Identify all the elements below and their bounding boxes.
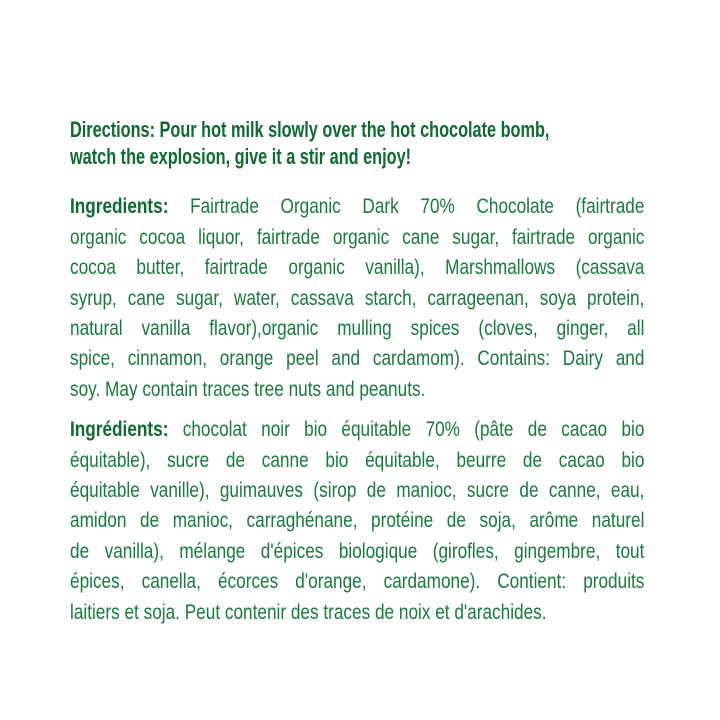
ingredients-line: cocoa butter, fairtrade organic vanilla), Marshmallows (cassava [70, 255, 645, 279]
ingredients-line: épices, canella, écorces d'orange, cardamone). Contient: produits [70, 569, 645, 593]
ingredients-line: amidon de manioc, carraghénane, protéine de soja, arôme naturel [70, 508, 645, 532]
ingredients-line [70, 414, 644, 444]
ingredients-line: syrup, cane sugar, water, cassava starch, carrageenan, soya protein, [70, 286, 645, 310]
ingredients-line: laitiers et soja. Peut contenir des traces de noix et d'arachides. [70, 600, 547, 624]
ingredients-line: équitable), sucre de canne bio équitable, beurre de cacao bio [70, 448, 645, 472]
ingredients-text: Fairtrade Organic Dark 70% Chocolate (fairtrade [190, 194, 645, 218]
ingredients-line [70, 191, 644, 221]
ingredients-text: chocolat noir bio équitable 70% (pâte de cacao bio [182, 417, 645, 441]
ingredients-line: équitable vanille), guimauves (sirop de manioc, sucre de canne, eau, [70, 478, 645, 502]
directions-line: Directions: Pour hot milk slowly over the hot chocolate bomb, [70, 117, 550, 142]
ingredients-label: Ingredients: [70, 194, 169, 218]
ingredients-label: Ingrédients: [70, 417, 169, 441]
ingredients-line: de vanilla), mélange d'épices biologique (girofles, gingembre, tout [70, 539, 645, 563]
ingredients-line: spice, cinnamon, orange peel and cardamom). Contains: Dairy and [70, 346, 645, 370]
directions-line: watch the explosion, give it a stir and enjoy! [70, 144, 412, 169]
ingredients-line: natural vanilla flavor),organic mulling spices (cloves, ginger, all [70, 316, 645, 340]
ingredients-line: organic cocoa liquor, fairtrade organic cane sugar, fairtrade organic [70, 225, 645, 249]
ingredients-line: soy. May contain traces tree nuts and peanuts. [70, 377, 426, 401]
